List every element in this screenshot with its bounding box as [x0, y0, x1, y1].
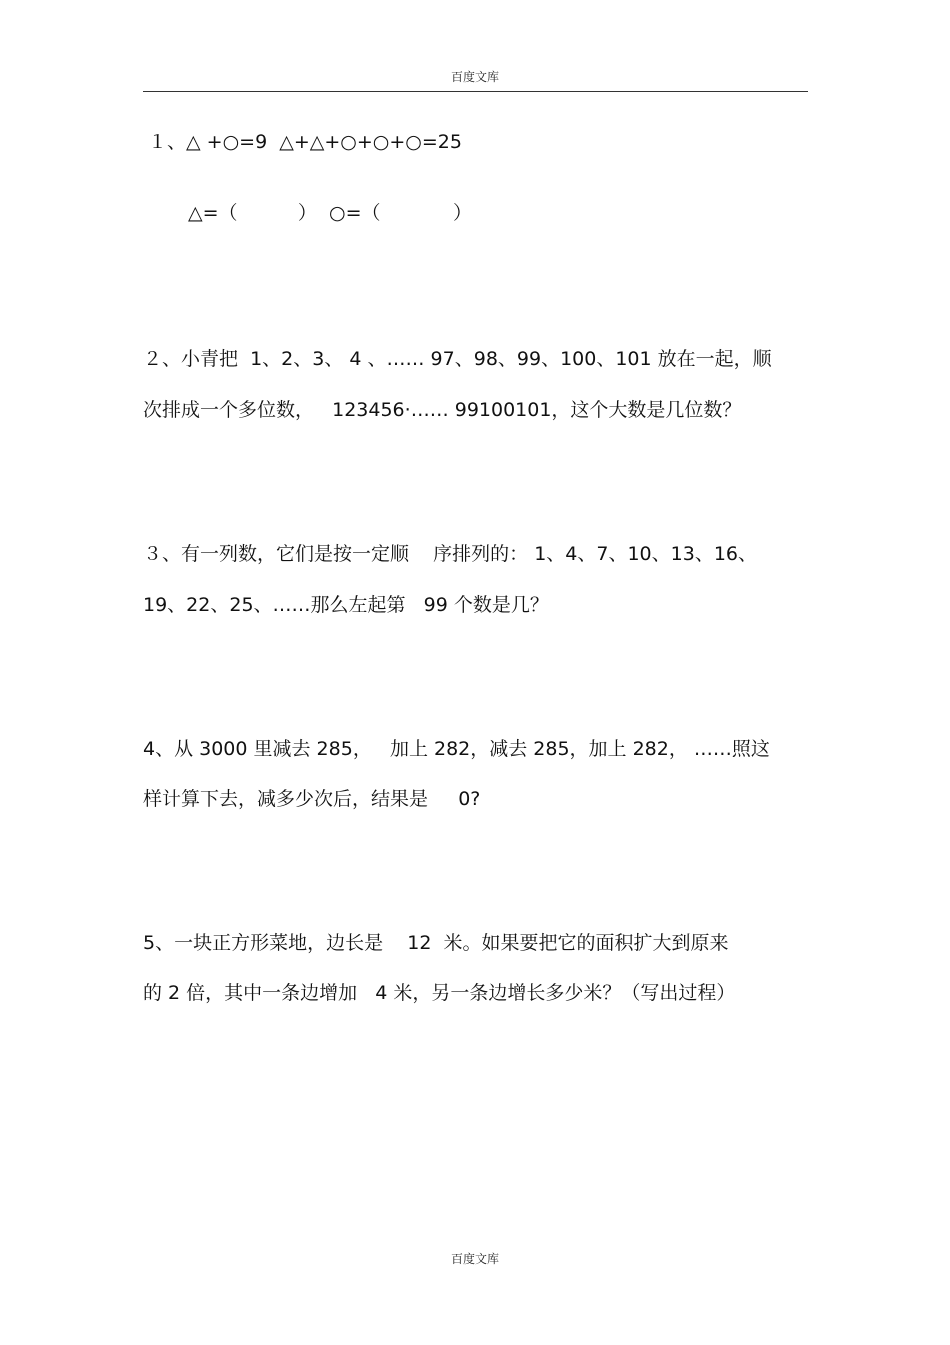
question-5-line-1: 5、一块正方形菜地，边长是 12 米。如果要把它的面积扩大到原来 [143, 932, 729, 954]
page-header: 百度文库 [450, 70, 499, 84]
question-3-line-2: 19、22、25、……那么左起第 99 个数是几？ [143, 594, 549, 616]
question-4-line-1: 4、从 3000 里减去 285， 加上 282，减去 285，加上 282， ……照这 [143, 738, 770, 760]
header-divider [143, 91, 808, 92]
question-5-line-2: 的 2 倍，其中一条边增加 4 米，另一条边增长多少米？（写出过程） [143, 982, 736, 1004]
question-1-line-1: １、△ +○=9 △+△+○+○+○=25 [148, 131, 462, 153]
question-3-line-1: ３、有一列数，它们是按一定顺 序排列的： 1、4、7、10、13、16、 [143, 543, 757, 565]
question-2-line-1: ２、小青把 1、2、3、 4 、…… 97、98、99、100、101 放在一起，顺 [143, 348, 772, 370]
question-1-line-2: △=（ ） ○=（ ） [188, 202, 472, 224]
question-4-line-2: 样计算下去，减多少次后，结果是 0? [143, 788, 481, 810]
page-footer: 百度文库 [450, 1252, 499, 1266]
question-2-line-2: 次排成一个多位数， 123456·…… 99100101，这个大数是几位数？ [143, 399, 742, 421]
